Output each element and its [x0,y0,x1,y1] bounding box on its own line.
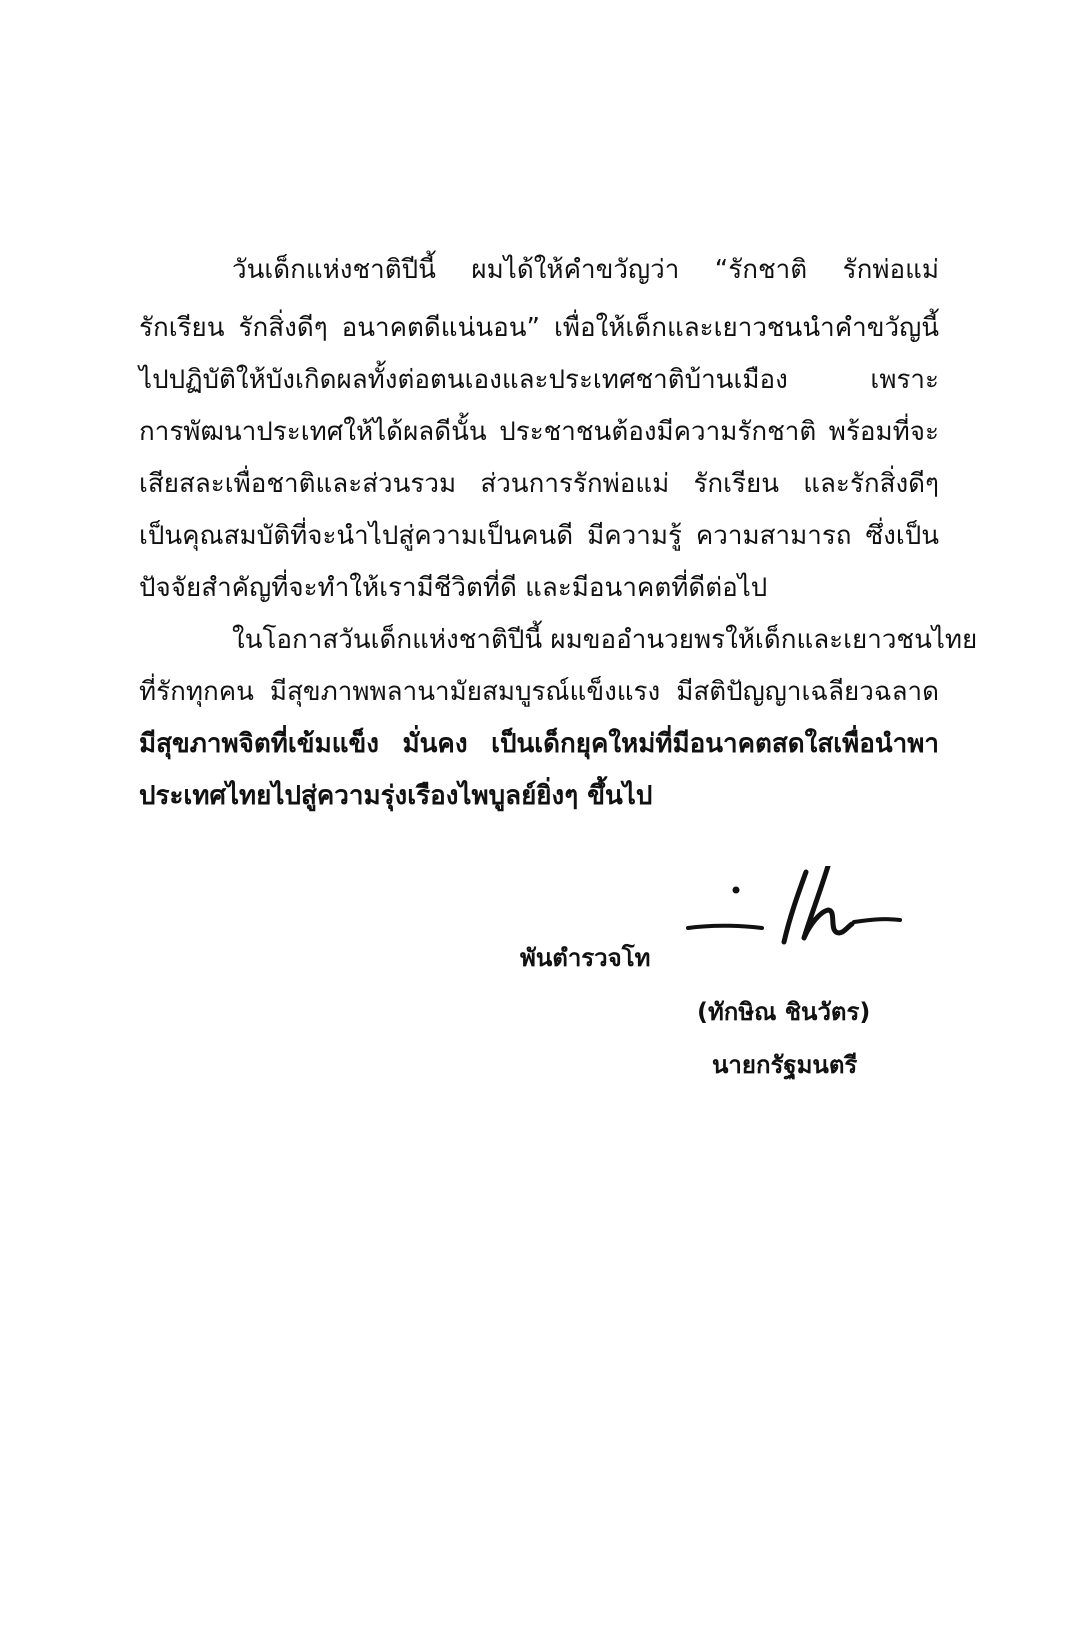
paragraph-1-line-5: เสียสละเพื่อชาติและส่วนรวม ส่วนการรักพ่อแม่ รักเรียน และรักสิ่งดีๆ [139,469,939,499]
handwritten-signature [686,866,926,976]
signatory-name: (ทักษิณ ชินวัตร) [697,998,871,1026]
paragraph-1-line-7: ปัจจัยสำคัญที่จะทำให้เรามีชีวิตที่ดี และมีอนาคตที่ดีต่อไป [139,573,768,603]
signatory-title: นายกรัฐมนตรี [712,1051,858,1079]
paragraph-1-line-4: การพัฒนาประเทศให้ได้ผลดีนั้น ประชาชนต้องมีความรักชาติ พร้อมที่จะ [139,417,939,447]
paragraph-1-line-6: เป็นคุณสมบัติที่จะนำไปสู่ความเป็นคนดี มีความรู้ ความสามารถ ซึ่งเป็น [139,521,939,551]
paragraph-2-line-4: ประเทศไทยไปสู่ความรุ่งเรืองไพบูลย์ยิ่งๆ ขึ้นไป [139,781,653,811]
paragraph-2-line-2: ที่รักทุกคน มีสุขภาพพลานามัยสมบูรณ์แข็งแรง มีสติปัญญาเฉลียวฉลาด [139,677,939,707]
signatory-rank: พันตำรวจโท [520,944,651,972]
paragraph-1-line-2: รักเรียน รักสิ่งดีๆ อนาคตดีแน่นอน” เพื่อให้เด็กและเยาวชนนำคำขวัญนี้ [139,313,939,343]
paragraph-1-line-1: วันเด็กแห่งชาติปีนี้ ผมได้ให้คำขวัญว่า “รักชาติ รักพ่อแม่ [232,255,939,285]
paragraph-1-line-3: ไปปฏิบัติให้บังเกิดผลทั้งต่อตนเองและประเทศชาติบ้านเมือง เพราะ [139,365,939,395]
paragraph-2-line-1: ในโอกาสวันเด็กแห่งชาติปีนี้ ผมขออำนวยพรให้เด็กและเยาวชนไทย [232,625,978,655]
paragraph-2-line-3: มีสุขภาพจิตที่เข้มแข็ง มั่นคง เป็นเด็กยุคใหม่ที่มีอนาคตสดใสเพื่อนำพา [139,729,939,759]
